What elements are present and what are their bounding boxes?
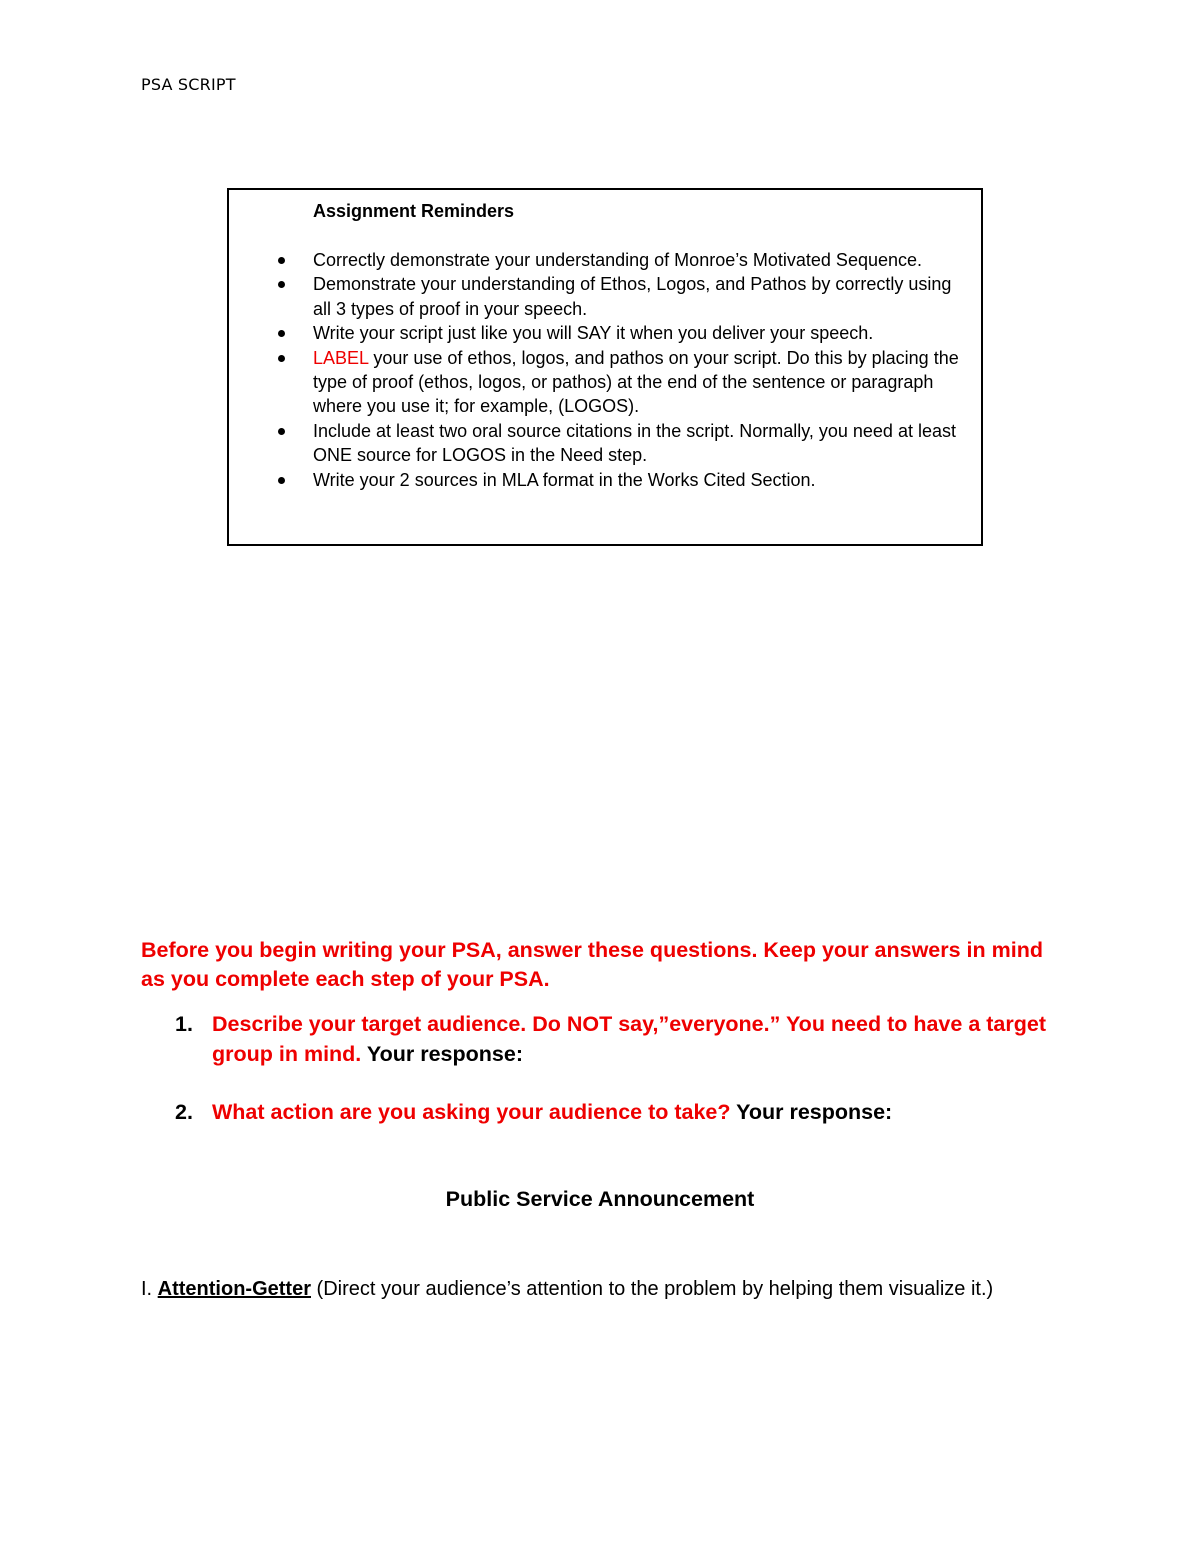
assignment-reminders-box <box>227 188 983 546</box>
question-number: 2. <box>175 1100 193 1124</box>
reminder-item <box>229 321 981 345</box>
bullet-icon <box>278 428 285 435</box>
outline-term: Attention-Getter <box>157 1278 311 1300</box>
section-title: Public Service Announcement <box>445 1187 755 1211</box>
bullet-icon <box>278 281 285 288</box>
questions-intro: Before you begin writing your PSA, answer these questions. Keep your answers in mind as you complete each step of your PSA. <box>141 938 1043 991</box>
page-header: PSA SCRIPT <box>141 75 236 94</box>
reminder-item <box>229 419 981 468</box>
reminder-item <box>229 272 981 321</box>
label-emphasis: LABEL <box>313 347 369 368</box>
outline-description: (Direct your audience’s attention to the problem by helping them visualize it.) <box>311 1278 994 1300</box>
outline-item-attention-getter <box>141 1275 1041 1303</box>
reminder-text: Include at least two oral source citations in the script. Normally, you need at least ONE source for LOGOS in the Need step. <box>313 420 956 466</box>
reminder-text: Demonstrate your understanding of Ethos, Logos, and Pathos by correctly using all 3 types of proof in your speech. <box>313 274 952 319</box>
questions-list <box>141 1009 1061 1155</box>
bullet-icon <box>278 355 285 362</box>
bullet-icon <box>278 477 285 484</box>
response-label: Your response: <box>366 1042 523 1066</box>
reminder-item <box>229 248 981 272</box>
question-number: 1. <box>175 1012 193 1036</box>
question-prompt: What action are you asking your audience to take? <box>212 1100 737 1124</box>
reminder-item <box>229 468 981 492</box>
reminder-text: Write your script just like you will SAY it when you deliver your speech. <box>313 323 874 344</box>
question-prompt: Describe your target audience. Do NOT say,”everyone.” You need to have a target group in mind. <box>212 1012 1046 1066</box>
reminder-item <box>229 346 981 419</box>
question-item <box>141 1097 1061 1127</box>
response-label: Your response: <box>736 1100 893 1124</box>
question-item <box>141 1009 1061 1069</box>
reminder-text: Correctly demonstrate your understanding of Monroe’s Motivated Sequence. <box>313 250 923 270</box>
bullet-icon <box>278 257 285 264</box>
outline-numeral: I. <box>141 1278 158 1300</box>
bullet-icon <box>278 330 285 337</box>
reminders-title: Assignment Reminders <box>313 201 515 221</box>
reminders-list <box>229 248 981 492</box>
reminder-text: Write your 2 sources in MLA format in the Works Cited Section. <box>313 469 816 490</box>
reminder-text: your use of ethos, logos, and pathos on your script. Do this by placing the type of proof (ethos, logos, or pathos) at the end of the sentence or paragraph where you use it; for example, (LOGOS). <box>313 347 959 417</box>
